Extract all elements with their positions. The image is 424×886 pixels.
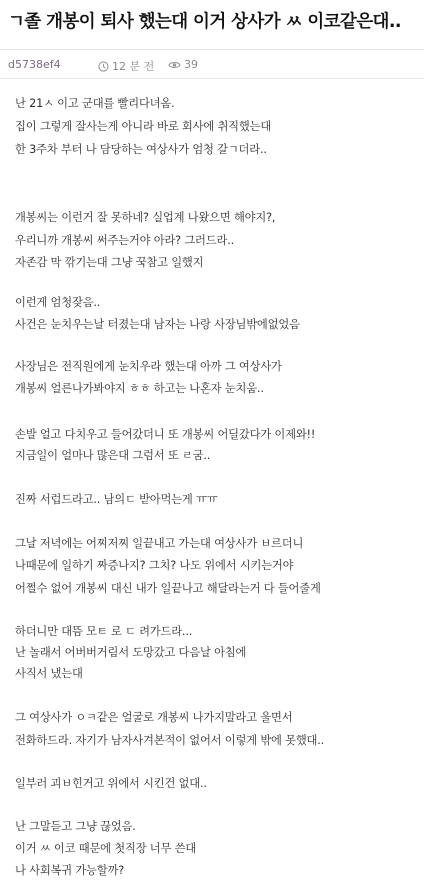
body-line: 하더니만 대뜸 모ㅌ 로 ㄷ 려가드라... — [15, 625, 193, 638]
body-line: 자존감 막 깎기는대 그냥 꾹참고 일했지 — [15, 256, 204, 269]
body-line: 진짜 서럽드라고.. 남의ㄷ 받아먹는게 ㅠㅠ — [15, 493, 218, 506]
body-line: 개봉씨 얼른나가봐야지 ㅎㅎ 하고는 나혼자 눈치움.. — [15, 382, 264, 395]
post-time-text: 12 분 전 — [112, 60, 155, 73]
post-title: ㄱ졸 개봉이 퇴사 했는대 이거 상사가 ㅆ 이코같은대.. — [8, 12, 401, 32]
body-line: 사장님은 전직원에게 눈치우라 했는대 아까 그 여상사가 — [15, 360, 282, 373]
body-line: 사건은 눈치우는날 터졌는대 남자는 나랑 사장님밖에없었음 — [15, 318, 300, 331]
view-count — [168, 58, 198, 71]
body-line: 지금일이 얼마나 많은대 그럼서 또 ㄹ굼.. — [15, 449, 211, 462]
body-line: 난 21ㅅ 이고 군대를 빨리다녀옴. — [15, 97, 175, 110]
body-line: 손발 얼고 다치우고 들어갔더니 또 개봉씨 어딜갔다가 이제와!! — [15, 428, 316, 441]
view-count-text: 39 — [184, 58, 198, 71]
body-line: 그 여상사가 ㅇㅋ같은 얼굴로 개봉씨 나가지말라고 울면서 — [15, 711, 293, 724]
body-line: 나 사회복귀 가능할까? — [15, 864, 124, 877]
body-line: 난 놀래서 어버버거림서 도망갔고 다음날 아침에 — [15, 646, 247, 659]
body-line: 나때문에 일하기 짜증나지? 그치? 나도 위에서 시키는거야 — [15, 559, 294, 572]
author-id[interactable]: d5738ef4 — [8, 58, 61, 71]
body-line: 전화하드라. 자기가 남자사겨본적이 없어서 이렇게 밖에 못했대.. — [15, 734, 325, 747]
post-time — [98, 58, 154, 74]
eye-icon — [168, 60, 181, 70]
body-line: 일부러 괴ㅂ힌거고 위에서 시킨건 없대.. — [15, 777, 207, 790]
clock-icon — [98, 61, 109, 72]
post-meta — [0, 49, 424, 79]
body-line: 그날 저녁에는 어찌저찌 일끝내고 가는대 여상사가 ㅂ르더니 — [15, 537, 304, 550]
body-line: 한 3주차 부터 나 담당하는 여상사가 엄청 갈ㄱ더라.. — [15, 143, 267, 156]
body-line: 집이 그렇게 잘사는게 아니라 바로 회사에 취직했는대 — [15, 120, 272, 133]
body-line: 이거 ㅆ 이코 때문에 첫직장 너무 쓴대 — [15, 842, 197, 855]
body-line: 사직서 냈는대 — [15, 667, 83, 680]
body-line: 어쩔수 없어 개봉씨 대신 내가 일끝나고 해달라는거 다 들어줄게 — [15, 582, 321, 595]
body-line: 우리니까 개봉씨 써주는거야 아라? 그러드라.. — [15, 234, 234, 247]
body-line: 난 그말듣고 그냥 끊었음. — [15, 820, 136, 833]
body-line: 이런게 엄청잦음.. — [15, 296, 101, 309]
body-line: 개봉씨는 이런거 잘 못하네? 실업계 나왔으면 해야지?, — [15, 211, 276, 224]
